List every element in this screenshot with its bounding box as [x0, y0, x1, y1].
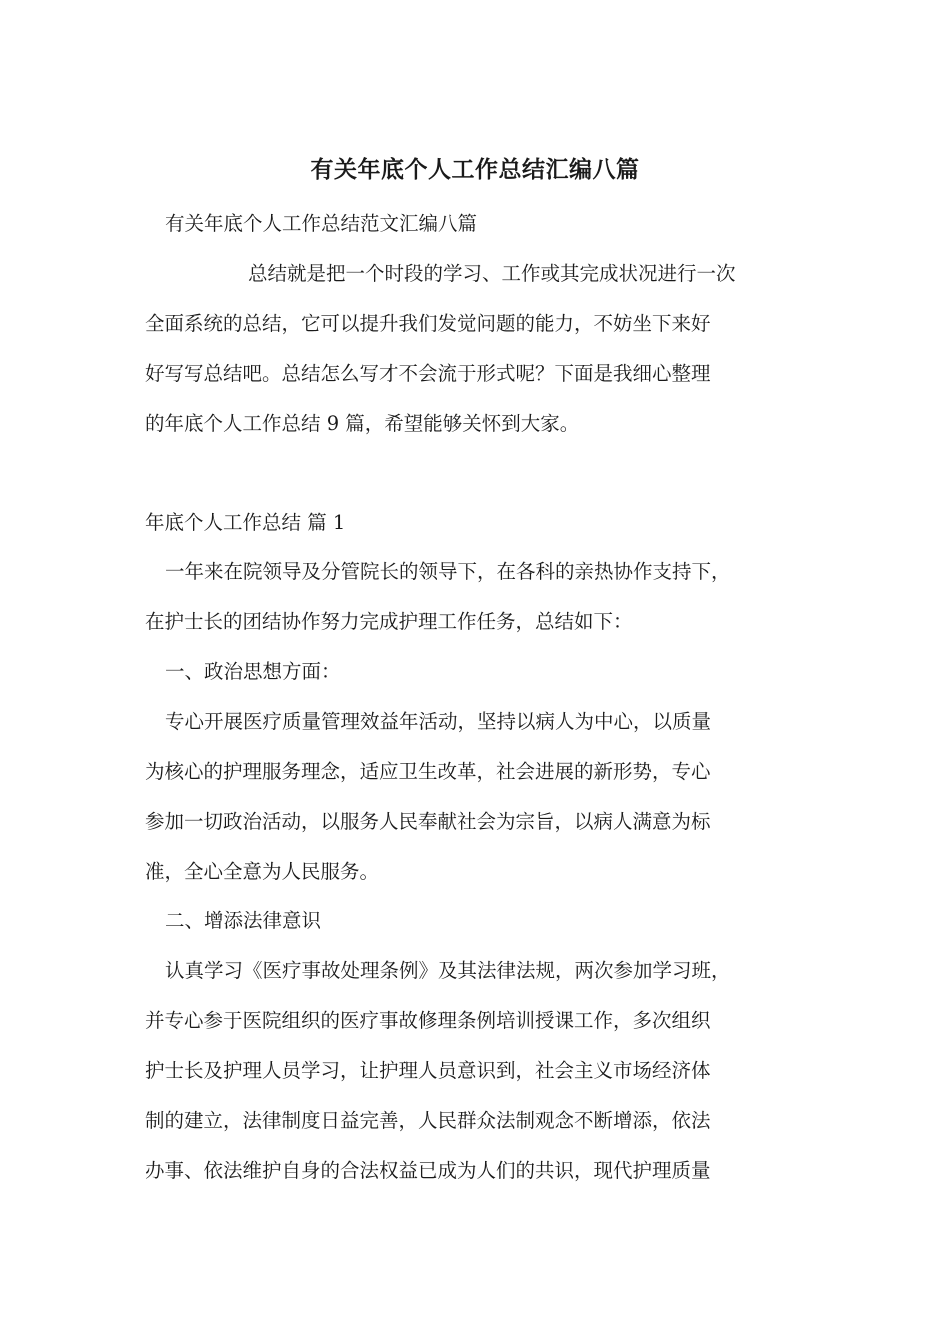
heading-politics: 一、政治思想方面： — [165, 660, 341, 683]
para3-line-5: 办事、依法维护自身的合法权益已成为人们的共识，现代护理质量 — [145, 1159, 711, 1182]
intro-line-4: 的年底个人工作总结 9 篇，希望能够关怀到大家。 — [145, 412, 580, 435]
document-title: 有关年底个人工作总结汇编八篇 — [310, 157, 640, 183]
para3-line-1: 认真学习《医疗事故处理条例》及其法律法规，两次参加学习班， — [165, 959, 731, 982]
para1-line-1: 一年来在院领导及分管院长的领导下，在各科的亲热协作支持下， — [165, 560, 731, 583]
heading-law: 二、增添法律意识 — [165, 909, 322, 932]
para2-line-4: 准，全心全意为人民服务。 — [145, 860, 380, 883]
para2-line-1: 专心开展医疗质量管理效益年活动，坚持以病人为中心，以质量 — [165, 710, 712, 733]
para3-line-2: 并专心参于医院组织的医疗事故修理条例培训授课工作，多次组织 — [145, 1009, 711, 1032]
para3-line-3: 护士长及护理人员学习，让护理人员意识到，社会主义市场经济体 — [145, 1059, 711, 1082]
para3-line-4: 制的建立，法律制度日益完善，人民群众法制观念不断增添，依法 — [145, 1109, 711, 1132]
intro-line-3: 好写写总结吧。总结怎么写才不会流于形式呢？下面是我细心整理 — [145, 362, 711, 385]
document-subtitle: 有关年底个人工作总结范文汇编八篇 — [165, 212, 478, 235]
intro-line-1: 总结就是把一个时段的学习、工作或其完成状况进行一次 — [248, 262, 736, 285]
para1-line-2: 在护士长的团结协作努力完成护理工作任务，总结如下： — [145, 610, 633, 633]
intro-line-2: 全面系统的总结，它可以提升我们发觉问题的能力，不妨坐下来好 — [145, 312, 711, 335]
para2-line-3: 参加一切政治活动，以服务人民奉献社会为宗旨，以病人满意为标 — [145, 810, 711, 833]
para2-line-2: 为核心的护理服务理念，适应卫生改革，社会进展的新形势，专心 — [145, 760, 711, 783]
section-heading: 年底个人工作总结 篇 1 — [145, 511, 346, 534]
